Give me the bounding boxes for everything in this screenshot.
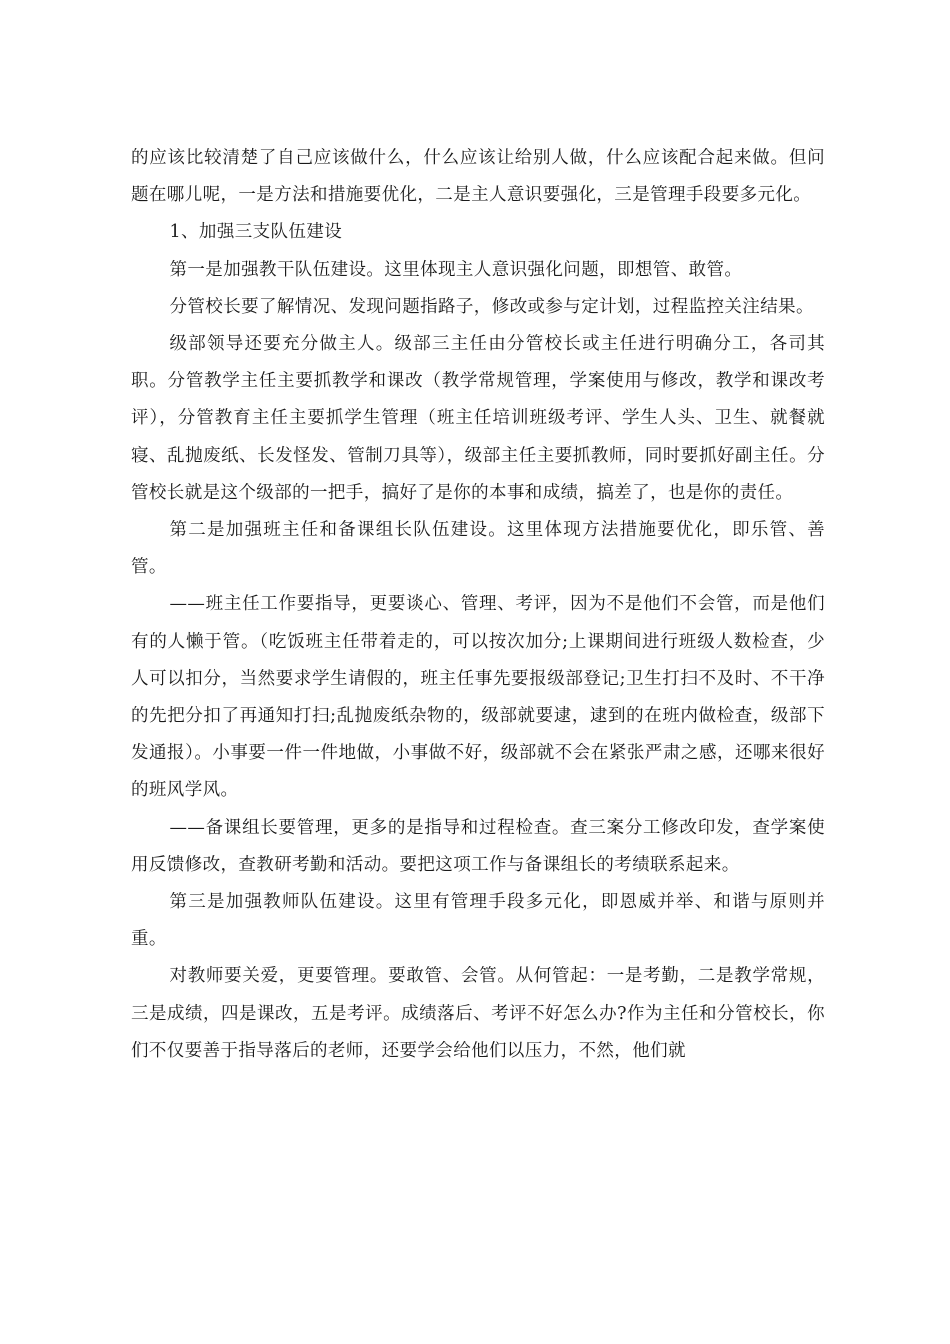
paragraph: ——备课组长要管理，更多的是指导和过程检查。查三案分工修改印发，查学案使用反馈修改，查教研考勤和活动。要把这项工作与备课组长的考绩联系起来。 [131, 817, 825, 875]
section-heading: 1、加强三支队伍建设 [169, 222, 343, 243]
paragraph: 第三是加强教师队伍建设。这里有管理手段多元化，即恩威并举、和谐与原则并重。 [131, 892, 825, 950]
paragraph: 对教师要关爱，更要管理。要敢管、会管。从何管起：一是考勤，二是教学常规，三是成绩，四是课改，五是考评。成绩落后、考评不好怎么办?作为主任和分管校长，你们不仅要善于指导落后的老师，还要学会给他们以压力，不然，他们就 [131, 966, 825, 1061]
paragraph: 第一是加强教干队伍建设。这里体现主人意识强化问题，即想管、敢管。 [169, 259, 743, 280]
paragraph: 第二是加强班主任和备课组长队伍建设。这里体现方法措施要优化，即乐管、善管。 [131, 520, 825, 578]
paragraph-continuation: 的应该比较清楚了自己应该做什么，什么应该让给别人做，什么应该配合起来做。但问题在哪儿呢，一是方法和措施要优化，二是主人意识要强化，三是管理手段要多元化。 [131, 148, 825, 206]
paragraph: ——班主任工作要指导，更要谈心、管理、考评，因为不是他们不会管，而是他们有的人懒于管。（吃饭班主任带着走的，可以按次加分;上课期间进行班级人数检查，少人可以扣分，当然要求学生请假的，班主任事先要报级部登记;卫生打扫不及时、不干净的先把分扣了再通知打扫;乱抛废纸杂物的，级部就要逮，逮到的在班内做检查，级部下发通报）。小事要一件一件地做，小事做不好，级部就不会在紧张严肃之感，还哪来很好的班风学风。 [131, 594, 825, 801]
paragraph: 分管校长要了解情况、发现问题指路子，修改或参与定计划，过程监控关注结果。 [169, 296, 814, 317]
paragraph: 级部领导还要充分做主人。级部三主任由分管校长或主任进行明确分工，各司其职。分管教学主任主要抓教学和课改（教学常规管理，学案使用与修改，教学和课改考评），分管教育主任主要抓学生管理（班主任培训班级考评、学生人头、卫生、就餐就寝、乱抛废纸、长发怪发、管制刀具等），级部主任主要抓教师，同时要抓好副主任。分管校长就是这个级部的一把手，搞好了是你的本事和成绩，搞差了，也是你的责任。 [131, 334, 825, 503]
document-body [131, 140, 825, 1070]
